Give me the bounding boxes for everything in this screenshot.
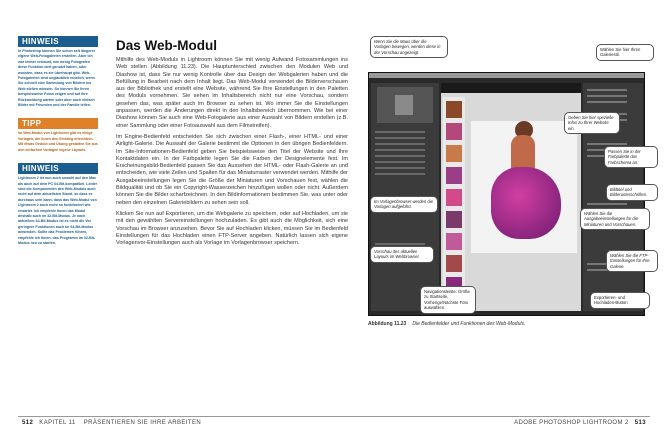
panel-row <box>375 143 425 145</box>
body-paragraph: Im Engine-Bedienfeld entscheiden Sie sich zwischen einer Flash-, einer HTML- und einer Airlight-Galerie. Die Auswahl der Galerie bestimmt die Optionen in den übrigen Bedienfeldern. Im Site-Informationen-Bedienfeld geben Sie beispielsweise den Titel der Website und Ihre Kontaktdaten ein. In der Farbpalette legen Sie die Farben der Designelemente fest. Im Erscheinungsbild-Bedienfeld passen Sie das Aussehen der HTML- oder Flash-Galerie an und entscheiden, wie viele Zeilen und Spalten für das Miniaturraster verwendet werden. Mithilfe der Ausgabeeinstellungen legen Sie die Größe der Miniaturen und Vorschauen fest, wählen die Bildqualität und ob Sie ein Copyright-Wasserzeichen hinzufügen wollen oder nicht. Außerdem können Sie die Bilder scharfzeichnen. In den Bildinformationen bestimmen Sie, was unter oder neben den einzelnen Galeriebildern zu sehen sein soll. <box>116 133 348 206</box>
sidebar <box>18 36 98 246</box>
panel-row <box>375 131 425 133</box>
callout-template-browser: Im Vorlagenbrowser werden die Vorlagen aufgeführt. <box>370 196 438 213</box>
figure <box>368 36 666 326</box>
box-heading: TIPP <box>18 118 98 129</box>
content-area <box>441 83 581 311</box>
callout-gallery-style: Wählen Sie hier Ihren Galeriestil. <box>596 44 654 61</box>
book-title: ADOBE PHOTOSHOP LIGHTROOM 2 <box>514 420 629 426</box>
caption-text: Die Bedienfelder und Funktionen des Web-Moduls. <box>412 321 526 327</box>
panel-row <box>375 173 425 175</box>
callout-site-info: Geben Sie hier spezielle Infos zu Ihrer Website ein. <box>564 112 620 134</box>
callout-image-info: Bildtitel und Bilderunterschriften. <box>606 184 658 201</box>
callout-color-palette: Passen Sie in der Farbpalette das Farbschema an. <box>604 146 658 168</box>
caption-label: Abbildung 11.23 <box>368 321 407 327</box>
panel-row <box>587 101 627 103</box>
thumbnail-strip <box>443 97 465 307</box>
chapter-label: KAPITEL 11 <box>39 420 76 426</box>
body-paragraph: Mithilfe des Web-Moduls in Lightroom können Sie mit wenig Aufwand Fotosammlungen ins Web stellen (Abbildung 11.23). Die Hauptunterschied zwischen den Modulen Web und Diashow ist, dass Sie nur wenig Kontrolle über das Design der Webgalerien haben und die Befüllung in Bearbeit nach dem Inhalt liegt. Das Web-Modul verwendet die Bilderverschauen aus der Bibliothek und erstellt eine Website, während Sie Ihre Einstellungen in den Paletten des Moduls vornehmen. Sie sehen im Inhaltsbereich nicht nur eine Vorschau, sondern gesehen das, was später auch im Browser zu sehen ist. Wo immer Sie die Einstellungen anpassen, werden die Änderungen direkt in den Inhaltsbereich übernommen. Wie bei einer Diashow können Sie auch eine Web-Fotogalerie aus einer Auswahl von Bildern erstellen (z.B. einer Sammlung oder einer Fotoauswahl aus dem Filmstreifen). <box>116 57 348 129</box>
panel-row <box>587 143 627 145</box>
callout-output-settings: Wählen Sie die Ausgabeeinstellungen für die Miniaturen und Vorschauen. <box>580 208 650 230</box>
callout-template-preview: Wenn Sie die Maus über die Vorlagen bewegen, werden diese in der Vorschau angezeigt. <box>370 36 448 58</box>
site-header <box>441 83 581 93</box>
panel-row <box>375 149 425 151</box>
callout-ftp-settings: Wählen Sie die FTP-Einstellungen für Ihre Galerie. <box>606 250 658 272</box>
note-box <box>18 163 98 246</box>
thumbnail <box>446 233 462 250</box>
page-number-right: 513 <box>634 420 646 426</box>
figure-caption <box>368 321 658 327</box>
body-paragraph: Klicken Sie nun auf Exportieren, um die Webgalerie zu speichern, oder auf Hochladen, um sie mit den gewählten Servereinstellungen hochzuladen. Es gibt auch die Möglichkeit, sich eine Vorschau im Browser anzusehen. Bevor Sie auf Hochladen klicken, müssen Sie im Bedienfeld Einstellungen für das Hochladen einen FTP-Server angeben. Natürlich lassen sich eigene Vorlagenvor-Einstellungen auch als Vorlage im Vorlagenbrowser speichern. <box>116 210 348 247</box>
page-number-left: 512 <box>22 420 34 426</box>
box-text: In Photoshop können Sie schon seit längerer eigene Web-Fotogalerien erstellen. Aber ich war immer erstaunt, wie wenig Fotografen diese Funktion dort genutzt haben, oder wussten, dass es sie überhaupt gibt. Web-Fotogalerien sind unglaublich nützlich, wenn Sie schnell eine Sammlung von Bildern ins Web stellen müssen. So können Sie Ihren beispielsweise Fotos zeigen und auf ihre Rückmeldung warten oder aber auch einfach Bilder mit Freunden und der Familie teilen. <box>18 49 96 108</box>
thumbnail <box>446 211 462 228</box>
panel-row <box>375 161 425 163</box>
photo-subject-dress <box>491 167 561 239</box>
window-titlebar <box>369 73 644 78</box>
main-photo <box>471 121 577 253</box>
footer-divider <box>18 416 650 417</box>
thumbnail <box>446 101 462 118</box>
panel-row <box>375 137 425 139</box>
box-heading: HINWEIS <box>18 36 98 47</box>
box-text: Im Web-Modul von Lightroom gibt es einige Vorlagen, die Ihnen den Einstieg erleichtern. Mit etwas Geduld und Übung gestalten Sie aus den einfachen Vorlagen eigene Layouts. <box>18 131 98 152</box>
chapter-title: PRÄSENTIEREN SIE IHRE ARBEITEN <box>83 420 202 426</box>
thumbnail <box>446 167 462 184</box>
thumbnail <box>446 189 462 206</box>
box-heading: HINWEIS <box>18 163 98 174</box>
panel-row <box>375 243 425 245</box>
photo-subject-body <box>511 135 535 171</box>
callout-export-upload: Exportieren- und Hochladen-Button <box>590 292 650 309</box>
note-box <box>18 36 98 108</box>
footer-left <box>18 420 201 426</box>
footer-right <box>514 420 650 426</box>
box-text: Lightroom 2 ist nun auch sowohl auf den Mac als auch auf dem PC 64-Bit-kompatibel. Leider sind die Komponenten des Web-Moduls auch nicht auf dem aktuellsten Stand, so dass es durchaus sein kann, dass das Web-Modul von Lightroom 2 auch nicht so funktioniert wie erwartet. Ich empfehle Ihnen das Modul deshalb auch im 32-Bit-Modus. Je nach aktuellem 64-Bit-Modus ist es nicht die Vor geringere Funktionen auch im 64-Bit-Modus anwenden. Sollte das Problemen führen, empfehle ich Ihnen, das Programm im 32-Bit-Modus neu zu starten. <box>18 176 98 245</box>
callout-browser-preview: Vorschau des aktuellen Layouts im Webbrowser. <box>370 246 434 263</box>
thumbnail <box>446 123 462 140</box>
lightroom-screenshot <box>368 72 645 316</box>
callout-navigation: Navigationsleiste: Größe zu Startseite, Vorherige/Nächste Foto auswählen. <box>420 286 476 314</box>
panel-row <box>587 203 627 205</box>
panel-row <box>375 167 425 169</box>
panel-row <box>375 155 425 157</box>
thumbnail <box>446 145 462 162</box>
tip-box <box>18 118 98 153</box>
preview-thumbnail <box>377 87 433 123</box>
panel-row <box>587 95 627 97</box>
thumbnail <box>446 255 462 272</box>
panel-row <box>587 89 627 91</box>
main-column <box>116 38 348 251</box>
section-title: Das Web-Modul <box>116 38 217 53</box>
